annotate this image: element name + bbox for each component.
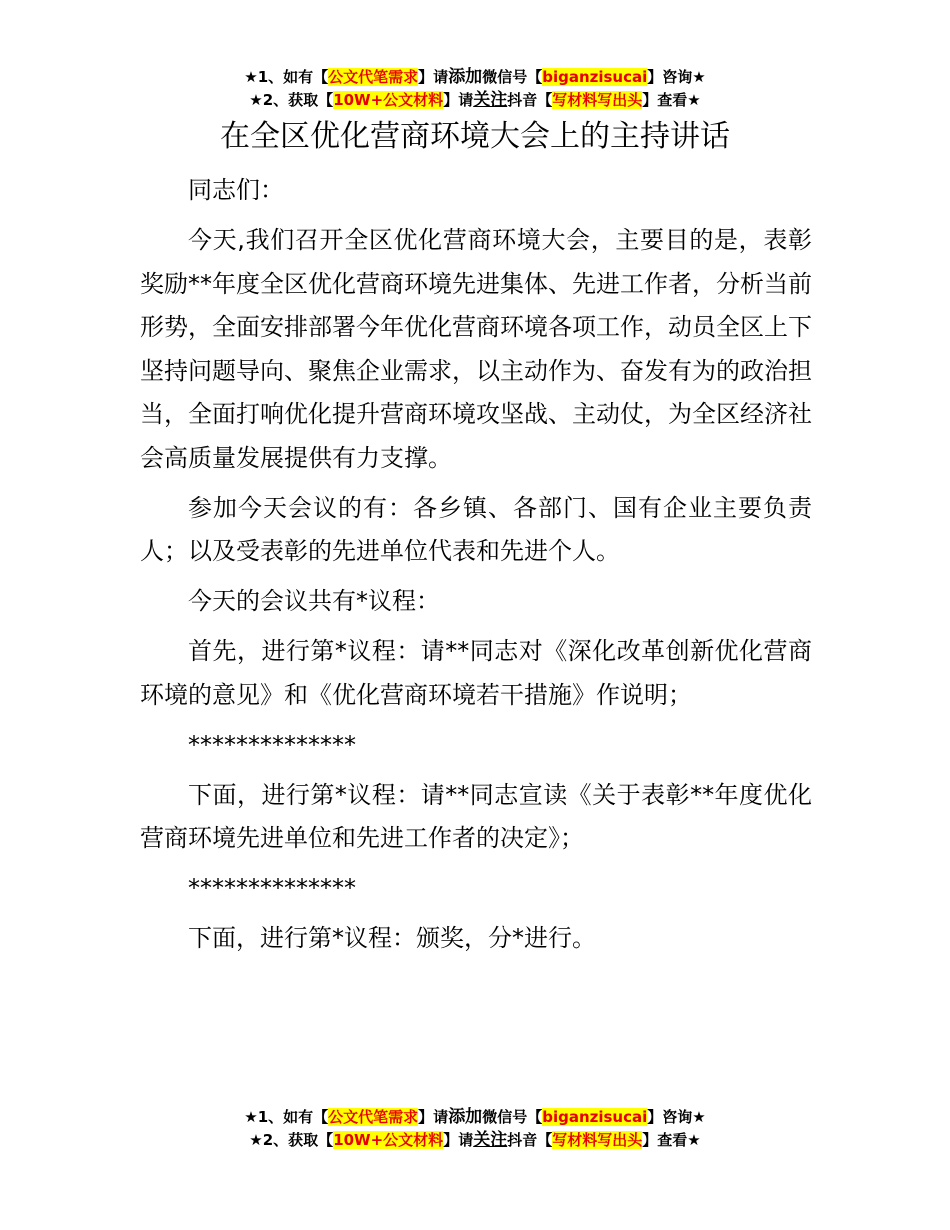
document-title: 在全区优化营商环境大会上的主持讲话	[220, 119, 730, 154]
banner-douyin-account: 写材料写出头	[552, 1131, 643, 1149]
footer-banner-line-2	[0, 1129, 950, 1152]
header-banner-line-1	[0, 66, 950, 89]
separator-line: **************	[188, 730, 356, 759]
paragraph: 首先，进行第*议程：请**同志对《深化改革创新优化营商环境的意见》和《优化营商环境若干措施》作说明；	[140, 637, 812, 709]
banner-text: 抖音【	[507, 91, 553, 109]
separator-line: **************	[188, 874, 356, 902]
banner-text: 】咨询★	[647, 1108, 706, 1126]
footer-banner	[0, 1106, 950, 1152]
paragraph-salutation: 同志们：	[188, 176, 284, 204]
paragraph: 下面，进行第*议程：颁奖，分*进行。	[188, 924, 596, 952]
banner-text: 】咨询★	[647, 68, 706, 86]
banner-text: 】请	[418, 1108, 449, 1126]
banner-wechat-id: biganzisucai	[542, 68, 648, 86]
banner-highlight: 公文代笔需求	[328, 68, 419, 86]
header-banner	[0, 66, 950, 112]
banner-text: 】查看★	[642, 91, 701, 109]
footer-banner-line-1	[0, 1106, 950, 1129]
document-body	[140, 169, 812, 967]
banner-highlight: 10W+公文材料	[333, 1131, 444, 1149]
banner-douyin-account: 写材料写出头	[552, 91, 643, 109]
header-banner-line-2	[0, 89, 950, 112]
paragraph: 今天的会议共有*议程：	[188, 587, 440, 615]
banner-emphasis: 添加	[448, 67, 483, 87]
banner-text: 抖音【	[507, 1131, 553, 1149]
banner-text: 】请	[443, 91, 474, 109]
banner-text: 】请	[443, 1131, 474, 1149]
banner-text: ★1、如有【	[244, 68, 329, 86]
banner-text: 微信号【	[482, 68, 543, 86]
paragraph: 下面，进行第*议程：请**同志宣读《关于表彰**年度优化营商环境先进单位和先进工作者的决定》；	[140, 780, 812, 852]
banner-emphasis: 关注	[473, 90, 508, 110]
paragraph: 今天,我们召开全区优化营商环境大会，主要目的是，表彰奖励**年度全区优化营商环境先进集体、先进工作者，分析当前形势，全面安排部署今年优化营商环境各项工作，动员全区上下坚持问题导向、聚焦企业需求，以主动作为、奋发有为的政治担当，全面打响优化提升营商环境攻坚战、主动仗，为全区经济社会高质量发展提供有力支撑。	[140, 226, 812, 472]
banner-emphasis: 添加	[448, 1107, 483, 1127]
banner-wechat-id: biganzisucai	[542, 1108, 648, 1126]
paragraph: 参加今天会议的有：各乡镇、各部门、国有企业主要负责人；以及受表彰的先进单位代表和先进个人。	[140, 493, 812, 565]
banner-emphasis: 关注	[473, 1130, 508, 1150]
banner-highlight: 公文代笔需求	[328, 1108, 419, 1126]
banner-text: ★2、获取【	[249, 1131, 334, 1149]
banner-text: ★2、获取【	[249, 91, 334, 109]
banner-text: 】请	[418, 68, 449, 86]
banner-text: 】查看★	[642, 1131, 701, 1149]
banner-text: 微信号【	[482, 1108, 543, 1126]
banner-highlight: 10W+公文材料	[333, 91, 444, 109]
banner-text: ★1、如有【	[244, 1108, 329, 1126]
